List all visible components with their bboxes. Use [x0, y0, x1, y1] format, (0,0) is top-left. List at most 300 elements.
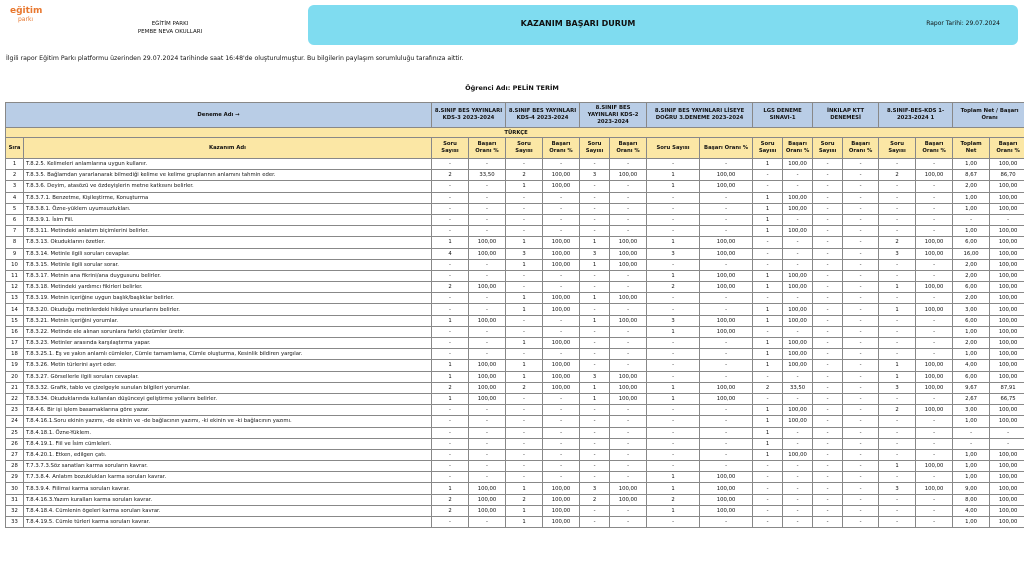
table-cell: 100,00	[469, 282, 506, 293]
table-cell: -	[543, 405, 580, 416]
table-cell: -	[700, 405, 753, 416]
table-cell: 100,00	[700, 248, 753, 259]
table-cell: 100,00	[990, 349, 1024, 360]
table-cell: -	[813, 416, 843, 427]
kazanim-name: T.8.4.18.4. Cümlenin ögeleri karma soruları kavrar.	[24, 505, 432, 516]
table-cell: 2	[753, 382, 783, 393]
table-cell: -	[916, 315, 953, 326]
table-cell: -	[580, 472, 610, 483]
table-cell: -	[843, 159, 879, 170]
table-cell: 100,00	[990, 304, 1024, 315]
table-row	[6, 326, 1024, 337]
table-cell: 100,00	[783, 203, 813, 214]
table-cell: 1	[432, 483, 469, 494]
table-cell: 100,00	[543, 259, 580, 270]
row-number: 27	[6, 449, 24, 460]
table-cell: -	[580, 360, 610, 371]
table-cell: -	[879, 416, 916, 427]
table-cell: -	[580, 282, 610, 293]
table-cell: 100,00	[610, 293, 647, 304]
table-cell: -	[543, 226, 580, 237]
basari-header: Başarı Oranı %	[610, 138, 647, 159]
table-cell: 1,00	[953, 449, 990, 460]
table-cell: -	[879, 159, 916, 170]
table-cell: 100,00	[990, 472, 1024, 483]
logo-text-top: eğitim	[10, 6, 43, 16]
table-row	[6, 304, 1024, 315]
table-cell: -	[879, 427, 916, 438]
table-cell: 1	[753, 338, 783, 349]
exam-header: 8.SINIF BES YAYINLARI KDS-3 2023-2024	[432, 103, 506, 128]
table-cell: -	[580, 505, 610, 516]
table-cell: 100,00	[990, 237, 1024, 248]
table-cell: 1	[506, 338, 543, 349]
row-number: 28	[6, 461, 24, 472]
report-note: İlgili rapor Eğitim Parkı platformu üzerinden 29.07.2024 tarihinde saat 16:48'de oluşturulmuştur. Bu bilgilerin paylaşım sorumluluğu tarafınıza aittir.	[6, 55, 464, 62]
table-cell: -	[843, 438, 879, 449]
table-cell: 100,00	[469, 393, 506, 404]
table-cell: -	[469, 214, 506, 225]
table-cell: -	[783, 472, 813, 483]
table-cell: 2	[647, 494, 700, 505]
table-cell: -	[647, 214, 700, 225]
table-cell: -	[610, 304, 647, 315]
table-cell: 100,00	[543, 181, 580, 192]
table-row	[6, 405, 1024, 416]
table-cell: -	[610, 405, 647, 416]
table-cell: 100,00	[990, 181, 1024, 192]
table-cell: -	[469, 259, 506, 270]
table-cell: -	[843, 214, 879, 225]
table-cell: 100,00	[990, 449, 1024, 460]
table-cell: 3	[580, 170, 610, 181]
table-cell: -	[843, 270, 879, 281]
table-cell: -	[843, 405, 879, 416]
row-number: 25	[6, 427, 24, 438]
table-cell: 100,00	[469, 237, 506, 248]
table-cell: -	[647, 159, 700, 170]
table-cell: 1,00	[953, 461, 990, 472]
table-cell: -	[543, 326, 580, 337]
table-cell: -	[432, 203, 469, 214]
table-cell: -	[610, 338, 647, 349]
table-cell: 100,00	[700, 170, 753, 181]
table-cell: 100,00	[916, 360, 953, 371]
table-cell: 1	[432, 315, 469, 326]
table-cell: -	[783, 326, 813, 337]
table-cell: -	[700, 214, 753, 225]
table-cell: -	[783, 461, 813, 472]
table-cell: -	[843, 494, 879, 505]
table-cell: 100,00	[469, 483, 506, 494]
table-cell: -	[813, 494, 843, 505]
table-cell: 2	[580, 494, 610, 505]
kazanim-name: T.8.3.18. Metindeki yardımcı fikirleri belirler.	[24, 282, 432, 293]
table-cell: 1	[432, 237, 469, 248]
table-cell: 1,00	[953, 349, 990, 360]
table-cell: -	[843, 382, 879, 393]
table-cell: -	[843, 315, 879, 326]
table-cell: -	[783, 393, 813, 404]
table-row	[6, 214, 1024, 225]
table-cell: 100,00	[469, 360, 506, 371]
table-cell: -	[647, 304, 700, 315]
table-cell: 2,00	[953, 293, 990, 304]
table-cell: 100,00	[783, 360, 813, 371]
table-cell: -	[916, 438, 953, 449]
table-cell: -	[469, 461, 506, 472]
basari-header: Başarı Oranı %	[783, 138, 813, 159]
table-cell: 100,00	[783, 416, 813, 427]
table-cell: -	[813, 483, 843, 494]
table-cell: -	[990, 438, 1024, 449]
table-cell: -	[753, 505, 783, 516]
table-cell: 100,00	[543, 517, 580, 528]
table-cell: -	[506, 461, 543, 472]
table-cell: -	[916, 449, 953, 460]
exam-header: LGS DENEME SINAVI-1	[753, 103, 813, 128]
table-cell: -	[753, 248, 783, 259]
table-cell: -	[813, 159, 843, 170]
table-cell: -	[610, 270, 647, 281]
table-cell: -	[543, 393, 580, 404]
table-cell: 1	[432, 360, 469, 371]
row-number: 14	[6, 304, 24, 315]
table-cell: -	[506, 214, 543, 225]
table-cell: -	[843, 181, 879, 192]
table-cell: 2,00	[953, 270, 990, 281]
kazanim-name: T.8.3.6. Deyim, atasözü ve özdeyişlerin metne katkısını belirler.	[24, 181, 432, 192]
table-cell: 100,00	[916, 371, 953, 382]
table-cell: 100,00	[990, 259, 1024, 270]
table-cell: 1	[432, 371, 469, 382]
table-cell: -	[843, 371, 879, 382]
table-cell: 100,00	[700, 382, 753, 393]
table-cell: -	[610, 181, 647, 192]
table-cell: 1,00	[953, 192, 990, 203]
table-cell: -	[610, 449, 647, 460]
table-cell: -	[580, 304, 610, 315]
table-cell: -	[879, 315, 916, 326]
table-cell: 100,00	[990, 494, 1024, 505]
table-cell: -	[813, 349, 843, 360]
table-cell: -	[990, 214, 1024, 225]
table-cell: -	[700, 517, 753, 528]
basari-header: Başarı Oranı %	[916, 138, 953, 159]
table-cell: 100,00	[469, 371, 506, 382]
table-cell: 3	[879, 483, 916, 494]
table-cell: 87,91	[990, 382, 1024, 393]
table-cell: -	[610, 472, 647, 483]
table-cell: 100,00	[700, 181, 753, 192]
table-cell: -	[506, 282, 543, 293]
table-cell: -	[506, 203, 543, 214]
eğitim-parkı-logo	[10, 7, 44, 37]
row-number: 15	[6, 315, 24, 326]
table-cell: -	[543, 214, 580, 225]
kazanim-name: T.8.3.9.1. İsim Fiil.	[24, 214, 432, 225]
table-cell: -	[813, 360, 843, 371]
table-cell: 100,00	[700, 282, 753, 293]
table-cell: 100,00	[990, 226, 1024, 237]
toplam-net-header: Toplam Net	[953, 138, 990, 159]
table-cell: -	[879, 338, 916, 349]
table-row	[6, 192, 1024, 203]
table-cell: -	[610, 517, 647, 528]
table-cell: -	[753, 181, 783, 192]
table-cell: -	[813, 315, 843, 326]
table-cell: 2	[432, 494, 469, 505]
table-cell: 100,00	[990, 371, 1024, 382]
table-cell: -	[753, 483, 783, 494]
table-row	[6, 416, 1024, 427]
table-cell: -	[610, 203, 647, 214]
kazanim-name: T.8.3.14. Metinle ilgili soruları cevaplar.	[24, 248, 432, 259]
table-cell: -	[580, 326, 610, 337]
table-cell: 33,50	[469, 170, 506, 181]
row-number: 6	[6, 214, 24, 225]
table-cell: 6,00	[953, 282, 990, 293]
table-cell: -	[432, 304, 469, 315]
table-cell: -	[879, 226, 916, 237]
table-cell: -	[700, 304, 753, 315]
table-cell: -	[469, 159, 506, 170]
table-cell: 1	[506, 505, 543, 516]
table-cell: -	[843, 259, 879, 270]
table-cell: -	[843, 293, 879, 304]
table-row	[6, 226, 1024, 237]
table-cell: -	[700, 338, 753, 349]
table-cell: 2,00	[953, 259, 990, 270]
table-cell: -	[753, 461, 783, 472]
exam-header: 8.SINIF BES YAYINLARI KDS-4 2023-2024	[506, 103, 580, 128]
table-cell: -	[432, 416, 469, 427]
table-cell: 1,00	[953, 203, 990, 214]
table-cell: -	[916, 393, 953, 404]
table-cell: -	[469, 338, 506, 349]
exam-header: 8.SINIF-BES-KDS 1-2023-2024 1	[879, 103, 953, 128]
table-cell: -	[753, 371, 783, 382]
table-cell: -	[813, 192, 843, 203]
table-cell: -	[783, 237, 813, 248]
table-row	[6, 371, 1024, 382]
table-cell: -	[506, 416, 543, 427]
table-cell: -	[916, 338, 953, 349]
table-cell: 1	[753, 203, 783, 214]
row-number: 32	[6, 505, 24, 516]
table-cell: 1	[879, 282, 916, 293]
row-number: 7	[6, 226, 24, 237]
soru-header: Soru Sayısı	[879, 138, 916, 159]
table-cell: 1	[647, 505, 700, 516]
kazanim-name: T.8.3.25.1. Eş ve yakın anlamlı cümleler, Cümle tamamlama, Cümle oluşturma, Kesinlik bildiren yargılar.	[24, 349, 432, 360]
row-number: 13	[6, 293, 24, 304]
table-cell: 100,00	[543, 382, 580, 393]
table-cell: -	[700, 371, 753, 382]
table-row	[6, 427, 1024, 438]
table-row	[6, 170, 1024, 181]
table-cell: -	[700, 416, 753, 427]
table-cell: -	[843, 304, 879, 315]
table-cell: -	[916, 494, 953, 505]
table-cell: -	[469, 438, 506, 449]
table-cell: -	[843, 349, 879, 360]
kazanim-name: T.7.3.8.4. Anlatım bozuklukları karma soruları kavrar.	[24, 472, 432, 483]
table-cell: 1,00	[953, 159, 990, 170]
table-cell: -	[469, 270, 506, 281]
table-cell: -	[610, 438, 647, 449]
table-cell: 100,00	[916, 382, 953, 393]
table-cell: 100,00	[783, 315, 813, 326]
table-cell: 100,00	[783, 226, 813, 237]
table-cell: 3	[647, 315, 700, 326]
table-cell: 1	[506, 304, 543, 315]
table-cell: 100,00	[469, 382, 506, 393]
table-cell: -	[506, 472, 543, 483]
table-cell: -	[543, 282, 580, 293]
table-cell: 1	[879, 461, 916, 472]
organization-name	[110, 20, 230, 36]
table-cell: 100,00	[990, 248, 1024, 259]
table-cell: 100,00	[990, 338, 1024, 349]
table-row	[6, 349, 1024, 360]
table-cell: -	[700, 192, 753, 203]
table-cell: 100,00	[916, 461, 953, 472]
table-cell: 2	[506, 382, 543, 393]
kazanim-header: Kazanım Adı	[24, 138, 432, 159]
table-cell: -	[580, 214, 610, 225]
table-cell: 1	[506, 237, 543, 248]
row-number: 24	[6, 416, 24, 427]
soru-header: Soru Sayısı	[813, 138, 843, 159]
table-cell: -	[783, 483, 813, 494]
table-cell: -	[813, 326, 843, 337]
row-number: 31	[6, 494, 24, 505]
table-cell: 1	[753, 159, 783, 170]
table-cell: 100,00	[990, 360, 1024, 371]
table-cell: -	[916, 427, 953, 438]
table-cell: 1	[879, 360, 916, 371]
table-cell: -	[469, 349, 506, 360]
table-row	[6, 282, 1024, 293]
table-cell: -	[543, 349, 580, 360]
table-cell: -	[783, 427, 813, 438]
table-cell: -	[916, 203, 953, 214]
kazanim-name: T.8.4.16.1.Soru ekinin yazımı, -de ekinin ve -de bağlacının yazımı, -ki ekinin ve -ki bağlacının yazımı.	[24, 416, 432, 427]
table-cell: 1,00	[953, 226, 990, 237]
table-cell: -	[916, 259, 953, 270]
table-cell: -	[506, 405, 543, 416]
table-cell: -	[753, 517, 783, 528]
table-cell: 1	[647, 382, 700, 393]
exam-header: 8.SINIF BES YAYINLARI KDS-2 2023-2024	[580, 103, 647, 128]
table-cell: -	[647, 293, 700, 304]
table-cell: -	[813, 203, 843, 214]
kazanim-name: T.8.3.26. Metin türlerini ayırt eder.	[24, 360, 432, 371]
table-cell: 3	[506, 248, 543, 259]
table-cell: 1	[753, 304, 783, 315]
table-cell: -	[916, 416, 953, 427]
logo-text-bottom: parkı	[18, 16, 34, 23]
table-cell: -	[506, 159, 543, 170]
table-cell: -	[432, 405, 469, 416]
table-row	[6, 360, 1024, 371]
table-cell: -	[783, 517, 813, 528]
table-cell: 100,00	[700, 315, 753, 326]
table-cell: 1	[753, 270, 783, 281]
table-cell: -	[700, 293, 753, 304]
total-header: Toplam Net / Başarı Oranı	[953, 103, 1024, 128]
kazanim-name: T.8.4.19.5. Cümle türleri karma soruları kavrar.	[24, 517, 432, 528]
table-cell: 1	[753, 438, 783, 449]
table-cell: 100,00	[700, 393, 753, 404]
table-cell: -	[647, 192, 700, 203]
table-cell: -	[916, 270, 953, 281]
table-cell: -	[543, 472, 580, 483]
table-cell: -	[783, 170, 813, 181]
table-cell: 1	[753, 405, 783, 416]
table-cell: 1,00	[953, 416, 990, 427]
table-cell: -	[580, 270, 610, 281]
table-cell: 100,00	[990, 159, 1024, 170]
basari-header: Başarı Oranı %	[843, 138, 879, 159]
table-cell: 2	[432, 170, 469, 181]
table-cell: -	[610, 505, 647, 516]
table-cell: -	[543, 192, 580, 203]
table-cell: 100,00	[916, 237, 953, 248]
table-cell: 100,00	[610, 248, 647, 259]
table-cell: -	[916, 505, 953, 516]
table-cell: -	[610, 192, 647, 203]
table-cell: 1	[647, 483, 700, 494]
table-cell: -	[610, 427, 647, 438]
student-name: Öğrenci Adı: PELİN TERİM	[465, 84, 559, 92]
table-cell: -	[580, 461, 610, 472]
table-cell: -	[700, 226, 753, 237]
soru-header: Soru Sayısı	[580, 138, 610, 159]
row-number: 16	[6, 326, 24, 337]
table-cell: -	[543, 461, 580, 472]
table-cell: -	[469, 416, 506, 427]
row-number: 26	[6, 438, 24, 449]
table-cell: -	[879, 181, 916, 192]
table-cell: 100,00	[783, 192, 813, 203]
table-cell: -	[506, 438, 543, 449]
table-cell: -	[879, 203, 916, 214]
table-cell: -	[916, 192, 953, 203]
table-cell: 1	[506, 517, 543, 528]
table-cell: -	[879, 326, 916, 337]
table-row	[6, 517, 1024, 528]
section-row	[6, 128, 1024, 138]
kazanim-name: T.8.3.8.1. Özne-yüklem uyumsuzlukları.	[24, 203, 432, 214]
table-cell: 9,00	[953, 483, 990, 494]
table-cell: 100,00	[700, 494, 753, 505]
table-cell: 100,00	[990, 282, 1024, 293]
table-cell: 66,75	[990, 393, 1024, 404]
section-title: TÜRKÇE	[6, 128, 1024, 138]
table-cell: -	[916, 517, 953, 528]
table-cell: -	[813, 293, 843, 304]
table-cell: -	[813, 382, 843, 393]
table-cell: -	[783, 181, 813, 192]
table-cell: -	[813, 393, 843, 404]
table-cell: 100,00	[700, 505, 753, 516]
table-cell: 4,00	[953, 360, 990, 371]
table-cell: -	[432, 214, 469, 225]
table-cell: 1	[753, 192, 783, 203]
table-cell: 2	[879, 170, 916, 181]
